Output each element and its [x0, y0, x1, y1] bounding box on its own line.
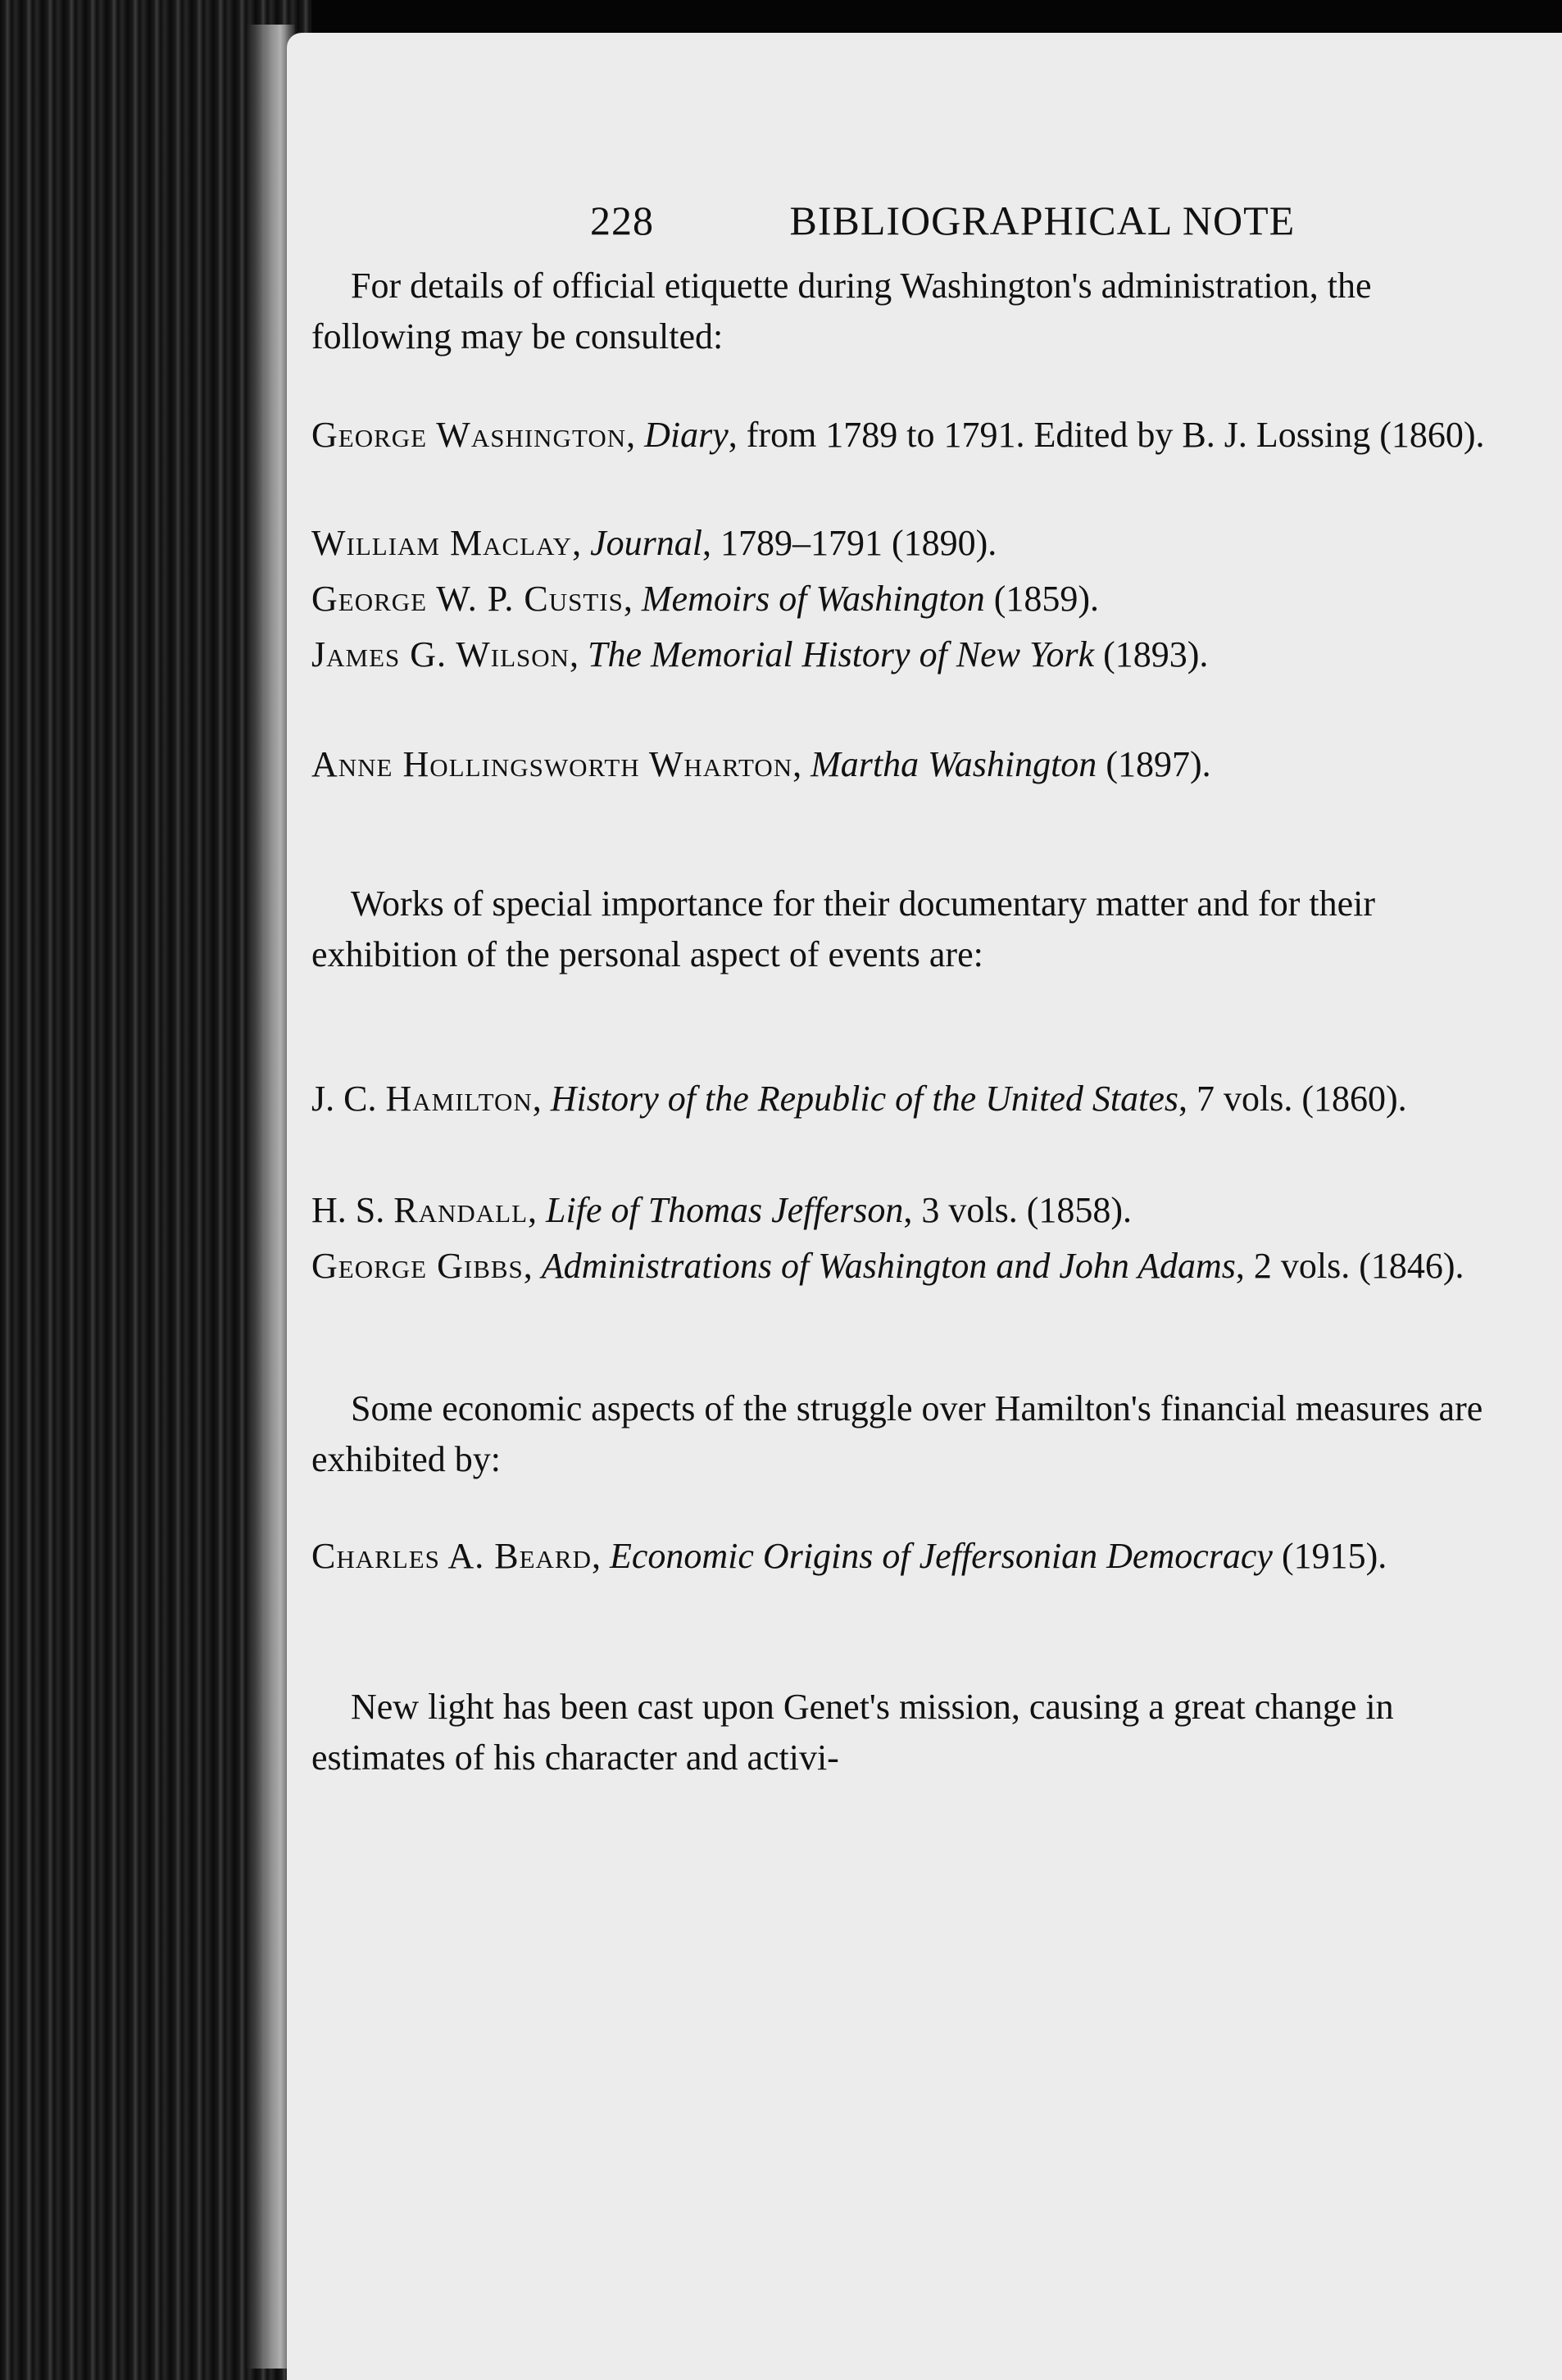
bib-author: Hamilton: [385, 1079, 533, 1119]
bib-author: Charles A. Beard: [311, 1536, 592, 1576]
bib-title: Diary: [644, 415, 729, 455]
bib-separator: ,: [532, 1079, 551, 1119]
intro-paragraph-genet: New light has been cast upon Genet's mission, causing a great change in estimates of his character and activi-: [311, 1687, 1394, 1778]
bib-details: , 1789–1791 (1890).: [702, 523, 997, 563]
bib-title: Economic Origins of Jeffersonian Democracy: [610, 1536, 1273, 1576]
bib-author: William Maclay: [311, 523, 573, 563]
page-number: 228: [590, 198, 654, 243]
bib-author: Randall: [393, 1190, 529, 1230]
bib-entry: [311, 1185, 1562, 1236]
bib-author: George Washington: [311, 415, 627, 455]
bib-entry: [311, 1241, 1562, 1292]
bib-title: Life of Thomas Jefferson: [546, 1190, 904, 1230]
bib-entry: [311, 1074, 1562, 1124]
bib-entry: [311, 574, 1562, 625]
bib-author: Anne Hollingsworth Wharton: [311, 744, 793, 784]
bib-title: Administrations of Washington and John Adams: [541, 1246, 1236, 1286]
bib-initials: J. C.: [311, 1079, 386, 1119]
bib-separator: ,: [523, 1246, 542, 1286]
bib-initials: H. S.: [311, 1190, 394, 1230]
bib-author: George Gibbs: [311, 1246, 524, 1286]
bib-author: James G. Wilson: [311, 634, 570, 674]
bib-details: , 7 vols. (1860).: [1178, 1079, 1407, 1119]
bib-entry: [311, 739, 1562, 790]
intro-paragraph-etiquette: For details of official etiquette during Washington's administration, the following may be consulted:: [311, 266, 1372, 357]
running-header: [590, 197, 1562, 244]
bib-entry: [311, 1531, 1562, 1582]
bib-separator: ,: [592, 1536, 610, 1576]
bib-details: , 2 vols. (1846).: [1235, 1246, 1464, 1286]
page-content: [311, 0, 1562, 2380]
bib-details: (1915).: [1272, 1536, 1387, 1576]
bib-title: The Memorial History of New York: [588, 634, 1095, 674]
bib-details: (1897).: [1097, 744, 1211, 784]
bib-entry: [311, 410, 1562, 461]
bib-details: (1859).: [984, 579, 1100, 619]
bib-details: (1893).: [1094, 634, 1209, 674]
bib-title: Memoirs of Washington: [641, 579, 985, 619]
intro-paragraph-documentary: Works of special importance for their documentary matter and for their exhibition of the personal aspect of events are:: [311, 883, 1375, 974]
page-title: BIBLIOGRAPHICAL NOTE: [789, 198, 1296, 243]
bib-separator: ,: [572, 523, 591, 563]
bib-separator: ,: [623, 579, 642, 619]
bib-entry: [311, 518, 1562, 569]
bib-details: , 3 vols. (1858).: [903, 1190, 1133, 1230]
bib-entry: [311, 629, 1562, 680]
bib-separator: ,: [528, 1190, 547, 1230]
bib-details: , from 1789 to 1791. Edited by B. J. Lossing (1860).: [728, 415, 1485, 455]
bib-title: Journal: [590, 523, 702, 563]
bib-title: History of the Republic of the United States: [550, 1079, 1178, 1119]
bib-separator: ,: [626, 415, 645, 455]
bib-separator: ,: [570, 634, 588, 674]
bib-author: George W. P. Custis: [311, 579, 624, 619]
intro-paragraph-economic: Some economic aspects of the struggle over Hamilton's financial measures are exhibited by:: [311, 1388, 1483, 1479]
bib-separator: ,: [792, 744, 811, 784]
bib-title: Martha Washington: [811, 744, 1097, 784]
